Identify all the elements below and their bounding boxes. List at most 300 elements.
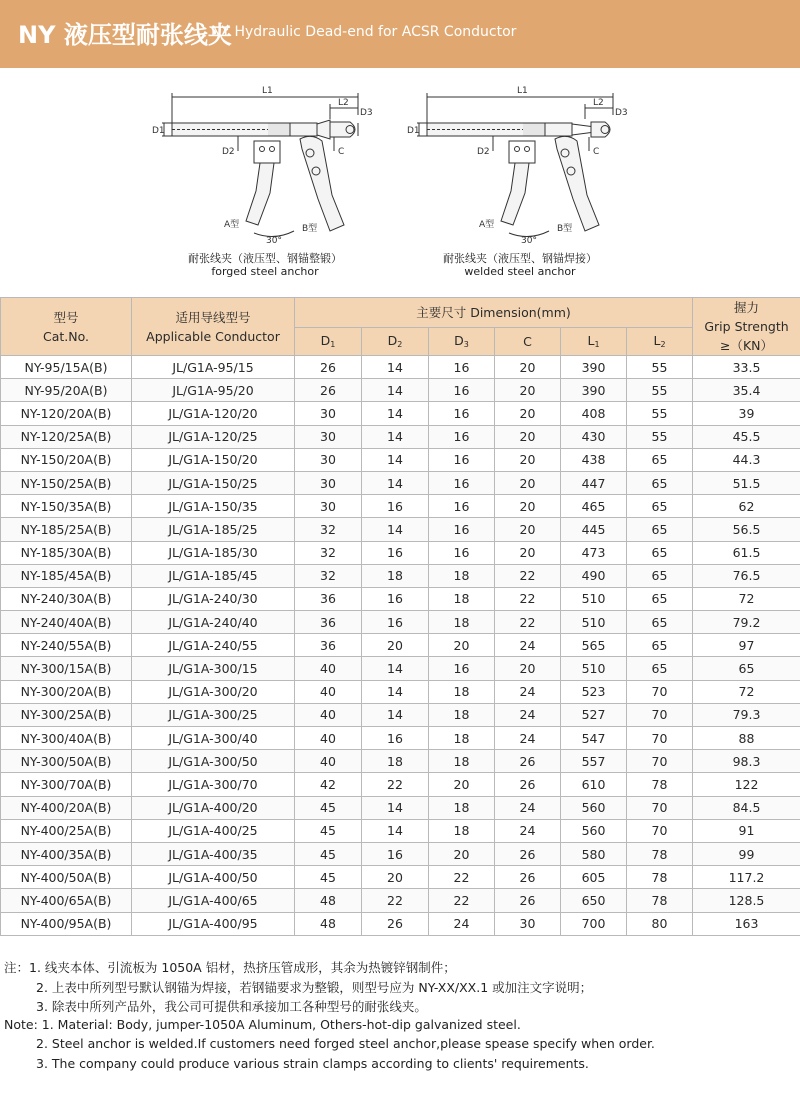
l2-cell: 65 — [627, 471, 693, 494]
l2-cell: 65 — [627, 495, 693, 518]
cat-no-cell: NY-95/20A(B) — [1, 379, 132, 402]
c-cell: 20 — [495, 379, 561, 402]
d1-cell: 26 — [295, 356, 362, 379]
conductor-cell: JL/G1A-300/50 — [132, 750, 295, 773]
l2-cell: 65 — [627, 541, 693, 564]
table-row — [1, 634, 800, 657]
grip-cell: 91 — [693, 819, 800, 842]
dead-end-drawing-welded — [405, 75, 645, 247]
grip-cell: 88 — [693, 727, 800, 750]
table-row — [1, 750, 800, 773]
header-c: C — [495, 327, 561, 356]
d2-cell: 16 — [362, 842, 429, 865]
l1-cell: 547 — [561, 727, 627, 750]
conductor-cell: JL/G1A-185/30 — [132, 541, 295, 564]
conductor-cell: JL/G1A-240/30 — [132, 587, 295, 610]
d1-cell: 45 — [295, 842, 362, 865]
d1-cell: 32 — [295, 518, 362, 541]
cat-no-cell: NY-400/65A(B) — [1, 889, 132, 912]
grip-cell: 99 — [693, 842, 800, 865]
d3-cell: 18 — [429, 727, 495, 750]
conductor-cell: JL/G1A-95/20 — [132, 379, 295, 402]
cat-no-cell: NY-400/95A(B) — [1, 912, 132, 935]
c-cell: 26 — [495, 889, 561, 912]
conductor-cell: JL/G1A-400/95 — [132, 912, 295, 935]
table-row — [1, 727, 800, 750]
l2-cell: 80 — [627, 912, 693, 935]
d3-cell: 16 — [429, 425, 495, 448]
angle-label: 30° — [266, 236, 282, 246]
d1-cell: 40 — [295, 703, 362, 726]
dead-end-drawing-forged — [150, 75, 390, 247]
l2-cell: 70 — [627, 727, 693, 750]
spec-table-body — [1, 356, 800, 936]
d3-cell: 18 — [429, 680, 495, 703]
figure-welded-anchor — [405, 75, 665, 285]
note-zh-3: 3. 除表中所列产品外，我公司可提供和承接加工各种型号的耐张线夹。 — [36, 999, 427, 1014]
header-cat-no — [1, 298, 132, 356]
d2-cell: 14 — [362, 796, 429, 819]
grip-cell: 98.3 — [693, 750, 800, 773]
dim-d2-label: D2 — [477, 147, 490, 157]
d2-cell: 14 — [362, 518, 429, 541]
grip-cell: 79.3 — [693, 703, 800, 726]
l2-cell: 78 — [627, 866, 693, 889]
table-row — [1, 866, 800, 889]
l2-cell: 65 — [627, 518, 693, 541]
d2-cell: 14 — [362, 425, 429, 448]
l1-cell: 523 — [561, 680, 627, 703]
d3-cell: 18 — [429, 564, 495, 587]
l1-cell: 438 — [561, 448, 627, 471]
d1-cell: 40 — [295, 750, 362, 773]
cat-no-cell: NY-185/45A(B) — [1, 564, 132, 587]
table-row — [1, 773, 800, 796]
conductor-cell: JL/G1A-185/25 — [132, 518, 295, 541]
d2-cell: 14 — [362, 657, 429, 680]
table-row — [1, 889, 800, 912]
d2-cell: 18 — [362, 750, 429, 773]
grip-cell: 97 — [693, 634, 800, 657]
l1-cell: 700 — [561, 912, 627, 935]
d2-cell: 14 — [362, 680, 429, 703]
dim-c-label: C — [338, 147, 345, 157]
cat-no-cell: NY-95/15A(B) — [1, 356, 132, 379]
l1-cell: 510 — [561, 611, 627, 634]
l2-cell: 65 — [627, 657, 693, 680]
dim-d2-label: D2 — [222, 147, 235, 157]
table-row — [1, 471, 800, 494]
header-cat-zh: 型号 — [53, 309, 79, 325]
cat-no-cell: NY-300/70A(B) — [1, 773, 132, 796]
table-row — [1, 356, 800, 379]
d1-cell: 30 — [295, 425, 362, 448]
d2-cell: 14 — [362, 703, 429, 726]
d3-cell: 18 — [429, 819, 495, 842]
grip-cell: 56.5 — [693, 518, 800, 541]
cat-no-cell: NY-400/20A(B) — [1, 796, 132, 819]
figure-caption-zh: 耐张线夹（液压型、钢锚整锻） — [188, 252, 342, 265]
d3-cell: 18 — [429, 796, 495, 819]
d1-cell: 48 — [295, 889, 362, 912]
grip-cell: 44.3 — [693, 448, 800, 471]
c-cell: 24 — [495, 819, 561, 842]
dim-l2-label: L2 — [338, 98, 349, 108]
table-row — [1, 703, 800, 726]
type-b-label: B型 — [302, 224, 318, 234]
l2-cell: 70 — [627, 680, 693, 703]
grip-cell: 33.5 — [693, 356, 800, 379]
l1-cell: 565 — [561, 634, 627, 657]
c-cell: 26 — [495, 842, 561, 865]
table-row — [1, 564, 800, 587]
c-cell: 30 — [495, 912, 561, 935]
c-cell: 20 — [495, 471, 561, 494]
l1-cell: 650 — [561, 889, 627, 912]
d3-cell: 18 — [429, 703, 495, 726]
dim-d3-label: D3 — [360, 108, 373, 118]
table-row — [1, 425, 800, 448]
table-row — [1, 495, 800, 518]
type-b-label: B型 — [557, 224, 573, 234]
cat-no-cell: NY-185/25A(B) — [1, 518, 132, 541]
l1-cell: 527 — [561, 703, 627, 726]
dim-d3-label: D3 — [615, 108, 628, 118]
conductor-cell: JL/G1A-400/35 — [132, 842, 295, 865]
d2-cell: 26 — [362, 912, 429, 935]
l2-cell: 70 — [627, 703, 693, 726]
d1-cell: 36 — [295, 611, 362, 634]
d2-cell: 14 — [362, 356, 429, 379]
d1-cell: 30 — [295, 448, 362, 471]
c-cell: 20 — [495, 448, 561, 471]
header-l1: $L_1$ — [561, 327, 627, 356]
dim-l1-label: L1 — [517, 86, 528, 96]
d1-cell: 36 — [295, 587, 362, 610]
d2-cell: 16 — [362, 727, 429, 750]
l1-cell: 560 — [561, 796, 627, 819]
type-a-label: A型 — [224, 220, 240, 230]
cat-no-cell: NY-300/50A(B) — [1, 750, 132, 773]
l1-cell: 560 — [561, 819, 627, 842]
d2-cell: 16 — [362, 495, 429, 518]
conductor-cell: JL/G1A-300/25 — [132, 703, 295, 726]
c-cell: 20 — [495, 541, 561, 564]
figure-caption-en: forged steel anchor — [211, 265, 319, 278]
c-cell: 26 — [495, 773, 561, 796]
d3-cell: 16 — [429, 541, 495, 564]
d2-cell: 14 — [362, 471, 429, 494]
conductor-cell: JL/G1A-150/35 — [132, 495, 295, 518]
l1-cell: 447 — [561, 471, 627, 494]
c-cell: 20 — [495, 402, 561, 425]
note-en-2: 2. Steel anchor is welded.If customers need forged steel anchor,please spease specify when order. — [36, 1036, 655, 1051]
table-row — [1, 796, 800, 819]
conductor-cell: JL/G1A-240/55 — [132, 634, 295, 657]
c-cell: 24 — [495, 703, 561, 726]
l2-cell: 65 — [627, 448, 693, 471]
figure-forged-anchor — [150, 75, 410, 285]
l2-cell: 70 — [627, 796, 693, 819]
grip-cell: 128.5 — [693, 889, 800, 912]
d3-cell: 22 — [429, 889, 495, 912]
d1-cell: 48 — [295, 912, 362, 935]
d3-cell: 22 — [429, 866, 495, 889]
d1-cell: 40 — [295, 680, 362, 703]
d2-cell: 14 — [362, 819, 429, 842]
note-en-3: 3. The company could produce various strain clamps according to clients' requirements. — [36, 1055, 589, 1071]
header-cond-zh: 适用导线型号 — [175, 309, 251, 325]
header-grip-strength — [693, 298, 800, 356]
l2-cell: 70 — [627, 819, 693, 842]
cat-no-cell: NY-300/25A(B) — [1, 703, 132, 726]
grip-cell: 72 — [693, 587, 800, 610]
grip-cell: 117.2 — [693, 866, 800, 889]
dim-d1-label: D1 — [152, 126, 165, 136]
d3-cell: 16 — [429, 518, 495, 541]
l2-cell: 70 — [627, 750, 693, 773]
c-cell: 20 — [495, 495, 561, 518]
table-row — [1, 912, 800, 935]
conductor-cell: JL/G1A-120/20 — [132, 402, 295, 425]
type-a-label: A型 — [479, 220, 495, 230]
header-d3: $D_3$ — [429, 327, 495, 356]
header-d1: $D_1$ — [295, 327, 362, 356]
l1-cell: 557 — [561, 750, 627, 773]
table-row — [1, 587, 800, 610]
conductor-cell: JL/G1A-150/20 — [132, 448, 295, 471]
header-grip-unit: ≥（KN） — [719, 338, 774, 353]
header-grip-zh: 握力 — [733, 300, 759, 315]
grip-cell: 35.4 — [693, 379, 800, 402]
l2-cell: 55 — [627, 379, 693, 402]
table-row — [1, 541, 800, 564]
d2-cell: 16 — [362, 611, 429, 634]
conductor-cell: JL/G1A-300/20 — [132, 680, 295, 703]
grip-cell: 76.5 — [693, 564, 800, 587]
l2-cell: 65 — [627, 587, 693, 610]
l1-cell: 465 — [561, 495, 627, 518]
d2-cell: 22 — [362, 889, 429, 912]
cat-no-cell: NY-300/15A(B) — [1, 657, 132, 680]
d1-cell: 30 — [295, 471, 362, 494]
l1-cell: 390 — [561, 379, 627, 402]
c-cell: 24 — [495, 634, 561, 657]
l1-cell: 510 — [561, 657, 627, 680]
d3-cell: 16 — [429, 448, 495, 471]
header-cond-en: Applicable Conductor — [146, 328, 280, 344]
cat-no-cell: NY-150/35A(B) — [1, 495, 132, 518]
d2-cell: 20 — [362, 866, 429, 889]
l2-cell: 55 — [627, 356, 693, 379]
c-cell: 26 — [495, 750, 561, 773]
conductor-cell: JL/G1A-120/25 — [132, 425, 295, 448]
conductor-cell: JL/G1A-150/25 — [132, 471, 295, 494]
l2-cell: 78 — [627, 842, 693, 865]
c-cell: 20 — [495, 356, 561, 379]
grip-cell: 72 — [693, 680, 800, 703]
dim-l1-label: L1 — [262, 86, 273, 96]
d3-cell: 18 — [429, 587, 495, 610]
conductor-cell: JL/G1A-400/65 — [132, 889, 295, 912]
cat-no-cell: NY-400/50A(B) — [1, 866, 132, 889]
grip-cell: 79.2 — [693, 611, 800, 634]
l2-cell: 55 — [627, 402, 693, 425]
d3-cell: 16 — [429, 356, 495, 379]
d3-cell: 18 — [429, 611, 495, 634]
d2-cell: 16 — [362, 587, 429, 610]
d1-cell: 36 — [295, 634, 362, 657]
d3-cell: 18 — [429, 750, 495, 773]
note-zh-2: 2. 上表中所列型号默认钢锚为焊接，若钢锚要求为整锻，则型号应为 NY-XX/XX.1 或加注文字说明； — [36, 979, 593, 995]
header-l2: $L_2$ — [627, 327, 693, 356]
grip-cell: 163 — [693, 912, 800, 935]
d2-cell: 14 — [362, 402, 429, 425]
d1-cell: 45 — [295, 819, 362, 842]
d2-cell: 14 — [362, 448, 429, 471]
d3-cell: 24 — [429, 912, 495, 935]
d2-cell: 14 — [362, 379, 429, 402]
header-conductor — [132, 298, 295, 356]
d3-cell: 20 — [429, 842, 495, 865]
l2-cell: 78 — [627, 773, 693, 796]
conductor-cell: JL/G1A-95/15 — [132, 356, 295, 379]
d3-cell: 20 — [429, 773, 495, 796]
l1-cell: 430 — [561, 425, 627, 448]
header-d2: $D_2$ — [362, 327, 429, 356]
cat-no-cell: NY-240/40A(B) — [1, 611, 132, 634]
table-row — [1, 402, 800, 425]
header-dimension: 主要尺寸 Dimension(mm) — [295, 298, 693, 328]
page-title: NY 液压型耐张线夹 — [18, 21, 232, 49]
grip-cell: 65 — [693, 657, 800, 680]
d1-cell: 40 — [295, 727, 362, 750]
grip-cell: 45.5 — [693, 425, 800, 448]
d2-cell: 20 — [362, 634, 429, 657]
d3-cell: 16 — [429, 471, 495, 494]
l2-cell: 55 — [627, 425, 693, 448]
l2-cell: 65 — [627, 611, 693, 634]
grip-cell: 62 — [693, 495, 800, 518]
table-row — [1, 680, 800, 703]
l1-cell: 490 — [561, 564, 627, 587]
d1-cell: 30 — [295, 402, 362, 425]
grip-cell: 39 — [693, 402, 800, 425]
spec-table — [0, 297, 800, 936]
l2-cell: 65 — [627, 634, 693, 657]
l1-cell: 605 — [561, 866, 627, 889]
conductor-cell: JL/G1A-400/20 — [132, 796, 295, 819]
cat-no-cell: NY-400/25A(B) — [1, 819, 132, 842]
table-row — [1, 819, 800, 842]
angle-label: 30° — [521, 236, 537, 246]
note-en-1: Note: 1. Material: Body, jumper-1050A Aluminum, Others-hot-dip galvanized steel. — [4, 1016, 521, 1032]
d2-cell: 18 — [362, 564, 429, 587]
table-row — [1, 657, 800, 680]
d1-cell: 42 — [295, 773, 362, 796]
l1-cell: 580 — [561, 842, 627, 865]
table-row — [1, 842, 800, 865]
cat-no-cell: NY-185/30A(B) — [1, 541, 132, 564]
cat-no-cell: NY-300/20A(B) — [1, 680, 132, 703]
dim-l2-label: L2 — [593, 98, 604, 108]
l2-cell: 78 — [627, 889, 693, 912]
dim-d1-label: D1 — [407, 126, 420, 136]
c-cell: 24 — [495, 796, 561, 819]
conductor-cell: JL/G1A-300/70 — [132, 773, 295, 796]
page-header — [0, 0, 800, 68]
d2-cell: 22 — [362, 773, 429, 796]
table-row — [1, 448, 800, 471]
l1-cell: 510 — [561, 587, 627, 610]
d3-cell: 16 — [429, 379, 495, 402]
grip-cell: 122 — [693, 773, 800, 796]
d3-cell: 16 — [429, 657, 495, 680]
conductor-cell: JL/G1A-240/40 — [132, 611, 295, 634]
d1-cell: 32 — [295, 564, 362, 587]
header-cat-en: Cat.No. — [42, 328, 89, 344]
grip-cell: 51.5 — [693, 471, 800, 494]
d1-cell: 45 — [295, 866, 362, 889]
c-cell: 26 — [495, 866, 561, 889]
conductor-cell: JL/G1A-185/45 — [132, 564, 295, 587]
conductor-cell: JL/G1A-400/50 — [132, 866, 295, 889]
grip-cell: 61.5 — [693, 541, 800, 564]
c-cell: 22 — [495, 611, 561, 634]
l1-cell: 408 — [561, 402, 627, 425]
conductor-cell: JL/G1A-300/40 — [132, 727, 295, 750]
l2-cell: 65 — [627, 564, 693, 587]
figure-caption-zh: 耐张线夹（液压型、钢锚焊接） — [443, 252, 597, 265]
c-cell: 20 — [495, 657, 561, 680]
dim-c-label: C — [593, 147, 600, 157]
cat-no-cell: NY-400/35A(B) — [1, 842, 132, 865]
note-zh-1: 注：1. 线夹本体、引流板为 1050A 铝材，热挤压管成形，其余为热镀锌钢制件； — [4, 960, 456, 975]
header-grip-en: Grip Strength — [704, 319, 789, 334]
c-cell: 20 — [495, 425, 561, 448]
conductor-cell: JL/G1A-300/15 — [132, 657, 295, 680]
l1-cell: 610 — [561, 773, 627, 796]
d1-cell: 40 — [295, 657, 362, 680]
cat-no-cell: NY-150/20A(B) — [1, 448, 132, 471]
cat-no-cell: NY-240/55A(B) — [1, 634, 132, 657]
d3-cell: 20 — [429, 634, 495, 657]
d3-cell: 16 — [429, 402, 495, 425]
l1-cell: 390 — [561, 356, 627, 379]
d1-cell: 32 — [295, 541, 362, 564]
table-row — [1, 518, 800, 541]
table-row — [1, 379, 800, 402]
c-cell: 24 — [495, 680, 561, 703]
cat-no-cell: NY-300/40A(B) — [1, 727, 132, 750]
c-cell: 20 — [495, 518, 561, 541]
cat-no-cell: NY-240/30A(B) — [1, 587, 132, 610]
cat-no-cell: NY-120/20A(B) — [1, 402, 132, 425]
l1-cell: 473 — [561, 541, 627, 564]
d1-cell: 26 — [295, 379, 362, 402]
d3-cell: 16 — [429, 495, 495, 518]
conductor-cell: JL/G1A-400/25 — [132, 819, 295, 842]
notes — [4, 958, 655, 1075]
c-cell: 24 — [495, 727, 561, 750]
c-cell: 22 — [495, 564, 561, 587]
l1-cell: 445 — [561, 518, 627, 541]
cat-no-cell: NY-120/25A(B) — [1, 425, 132, 448]
table-row — [1, 611, 800, 634]
grip-cell: 84.5 — [693, 796, 800, 819]
d1-cell: 45 — [295, 796, 362, 819]
d1-cell: 30 — [295, 495, 362, 518]
